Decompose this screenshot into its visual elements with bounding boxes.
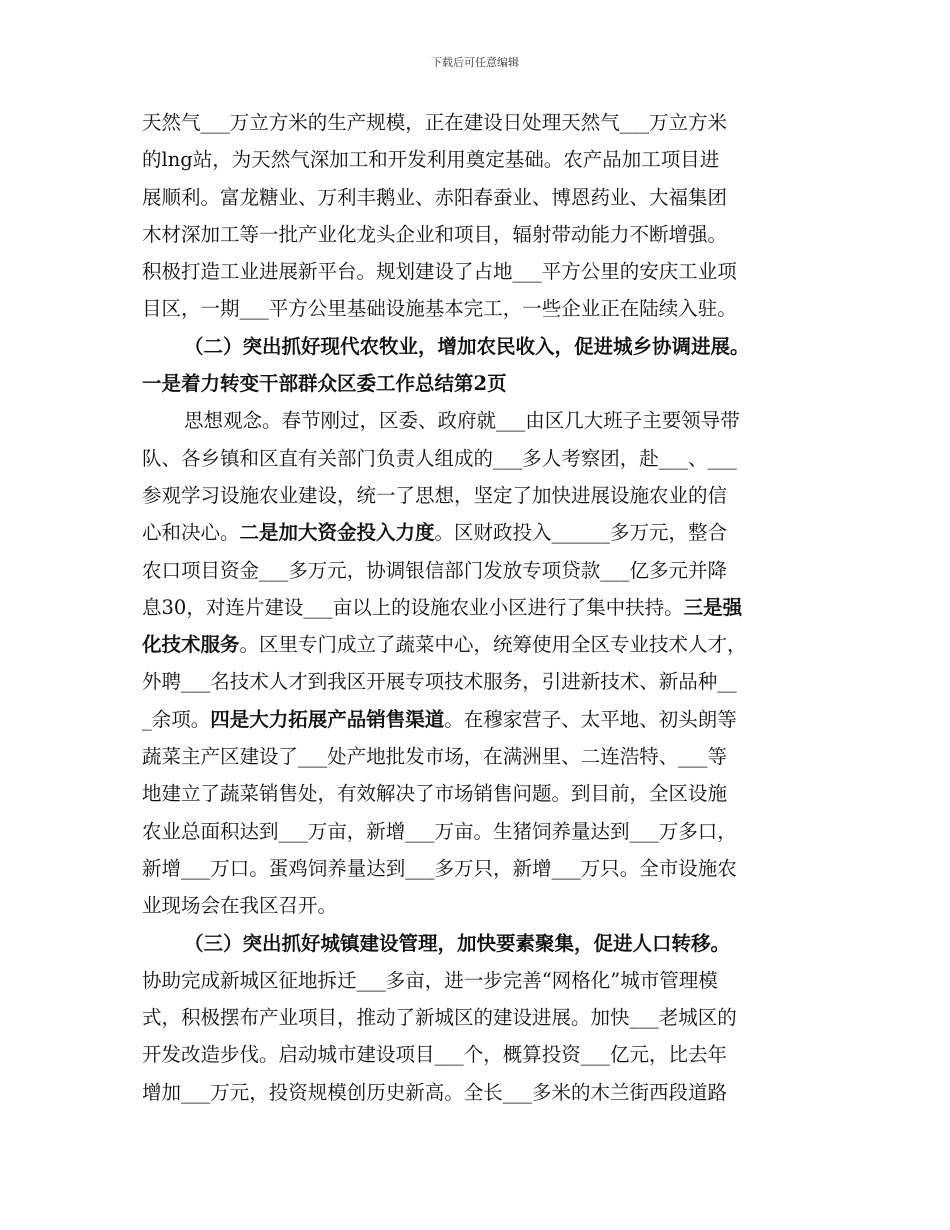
- text-line: 地建立了蔬菜销售处，有效解决了市场销售问题。到目前，全区设施: [142, 782, 728, 806]
- text-line: 农业总面积达到___万亩，新增___万亩。生猪饲养量达到___万多口，: [142, 819, 737, 843]
- text-line: 的lng站，为天然气深加工和开发利用奠定基础。农产品加工项目进: [142, 148, 720, 172]
- section-heading: （二）突出抓好现代农牧业，增加农民收入，促进城乡协调进展。: [184, 334, 750, 358]
- text-line: 增加___万元，投资规模创历史新高。全长___多米的木兰街西段道路: [142, 1080, 728, 1104]
- text-line: 展顺利。富龙糖业、万利丰鹅业、赤阳春蚕业、博恩药业、大福集团: [142, 185, 728, 209]
- key-point: 四是大力拓展产品销售渠道: [210, 707, 445, 731]
- text-line: 开发改造步伐。启动城市建设项目___个，概算投资___亿元，比去年: [142, 1043, 728, 1067]
- text-line: 化技术服务。区里专门成立了蔬菜中心，统筹使用全区专业技术人才，: [142, 633, 747, 657]
- section-subheading: 一是着力转变干部群众区委工作总结第2页: [142, 372, 507, 396]
- page-header: 下载后可任意编辑: [431, 56, 519, 69]
- key-point: 三是强: [683, 595, 743, 619]
- text-line: 农口项目资金___多万元，协调银信部门发放专项贷款___亿多元并降: [142, 558, 728, 582]
- text-line: 天然气___万立方米的生产规模，正在建设日处理天然气___万立方米: [142, 111, 728, 134]
- section-heading: （三）突出抓好城镇建设管理，加快要素聚集，促进人口转移。: [184, 931, 731, 955]
- document-body: [142, 104, 812, 1111]
- text-line: 队、各乡镇和区直有关部门负责人组成的___多人考察团，赴___、___: [142, 446, 737, 470]
- key-point: 二是加大资金投入力度: [239, 521, 435, 545]
- text-line: 木材深加工等一批产业化龙头企业和项目，辐射带动能力不断增强。: [142, 222, 728, 246]
- text-line: 新增___万口。蛋鸡饲养量达到___多万只，新增___万只。全市设施农: [142, 856, 737, 880]
- text-line: 业现场会在我区召开。: [142, 894, 338, 918]
- text-line: 息30，对连片建设___亩以上的设施农业小区进行了集中扶持。三是强: [142, 595, 743, 619]
- key-point: 化技术服务: [142, 633, 240, 657]
- text-line: 式，积极摆布产业项目，推动了新城区的建设进展。加快___老城区的: [142, 1006, 737, 1030]
- text-line: 思想观念。春节刚过，区委、政府就___由区几大班子主要领导带: [184, 409, 740, 433]
- text-line: 参观学习设施农业建设，统一了思想，坚定了加快进展设施农业的信: [142, 483, 728, 507]
- text-line: 蔬菜主产区建设了___处产地批发市场，在满洲里、二连浩特、___等: [142, 745, 728, 769]
- text-line: 协助完成新城区征地拆迁___多亩，进一步完善“网格化”城市管理模: [142, 968, 718, 992]
- text-line: 外聘___名技术人才到我区开展专项技术服务，引进新技术、新品种__: [142, 670, 737, 694]
- text-line: 心和决心。二是加大资金投入力度。区财政投入______多万元，整合: [142, 521, 728, 545]
- text-line: 积极打造工业进展新平台。规划建设了占地___平方公里的安庆工业项: [142, 260, 737, 284]
- text-line: 目区，一期___平方公里基础设施基本完工，一些企业正在陆续入驻。: [142, 297, 737, 321]
- text-line: _余项。四是大力拓展产品销售渠道。在穆家营子、太平地、初头朗等: [142, 707, 737, 731]
